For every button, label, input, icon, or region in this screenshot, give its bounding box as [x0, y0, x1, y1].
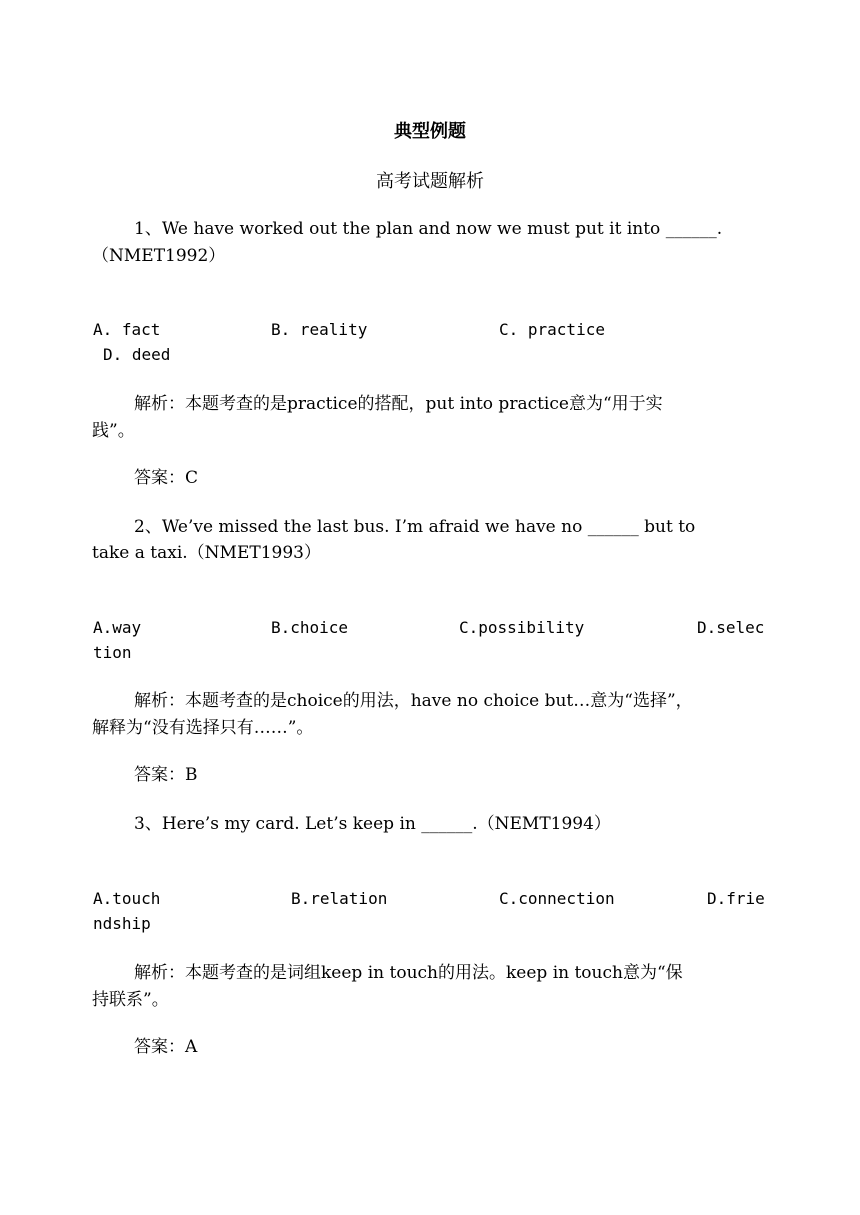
question-3-option-c: C.connection	[499, 889, 615, 908]
question-3-option-a: A.touch	[93, 889, 161, 908]
question-1-option-b: B. reality	[271, 320, 368, 339]
question-3-stem-line1: 3、Here’s my card. Let’s keep in ______.（NEMT1994）	[134, 814, 611, 834]
question-2-option-d-wrap: tion	[93, 643, 132, 662]
question-1-stem-line2: （NMET1992）	[92, 246, 226, 266]
question-2-option-a: A.way	[93, 618, 142, 637]
question-1-option-d: D. deed	[103, 345, 171, 364]
question-3-analysis-line1: 解析：本题考查的是词组keep in touch的用法。keep in touch意为“保	[134, 963, 683, 983]
question-1-option-c: C. practice	[499, 320, 605, 339]
question-1-stem-line1: 1、We have worked out the plan and now we must put it into ______.	[134, 219, 723, 239]
question-2-answer: 答案：B	[134, 765, 198, 785]
question-1-answer: 答案：C	[134, 468, 199, 488]
page-title: 典型例题	[394, 121, 466, 142]
question-3-option-b: B.relation	[291, 889, 388, 908]
question-1-analysis-line1: 解析：本题考查的是practice的搭配，put into practice意为“用于实	[134, 394, 663, 414]
question-3-option-d-wrap: ndship	[93, 914, 151, 933]
question-3-option-d: D.frie	[707, 889, 765, 908]
question-2-stem-line1: 2、We’ve missed the last bus. I’m afraid we have no ______ but to	[134, 517, 696, 537]
page-subtitle: 高考试题解析	[376, 171, 484, 192]
question-2-option-b: B.choice	[271, 618, 349, 637]
question-2-stem-line2: take a taxi.（NMET1993）	[92, 543, 321, 563]
question-2-option-d: D.selec	[697, 618, 765, 637]
question-2-analysis-line1: 解析：本题考查的是choice的用法，have no choice but…意为“选择”，	[134, 691, 693, 711]
question-1-option-a: A. fact	[93, 320, 161, 339]
question-1-analysis-line2: 践”。	[92, 421, 135, 441]
question-3-analysis-line2: 持联系”。	[92, 990, 169, 1010]
question-3-answer: 答案：A	[134, 1037, 198, 1057]
question-2-analysis-line2: 解释为“没有选择只有……”。	[92, 718, 314, 738]
question-2-option-c: C.possibility	[459, 618, 585, 637]
